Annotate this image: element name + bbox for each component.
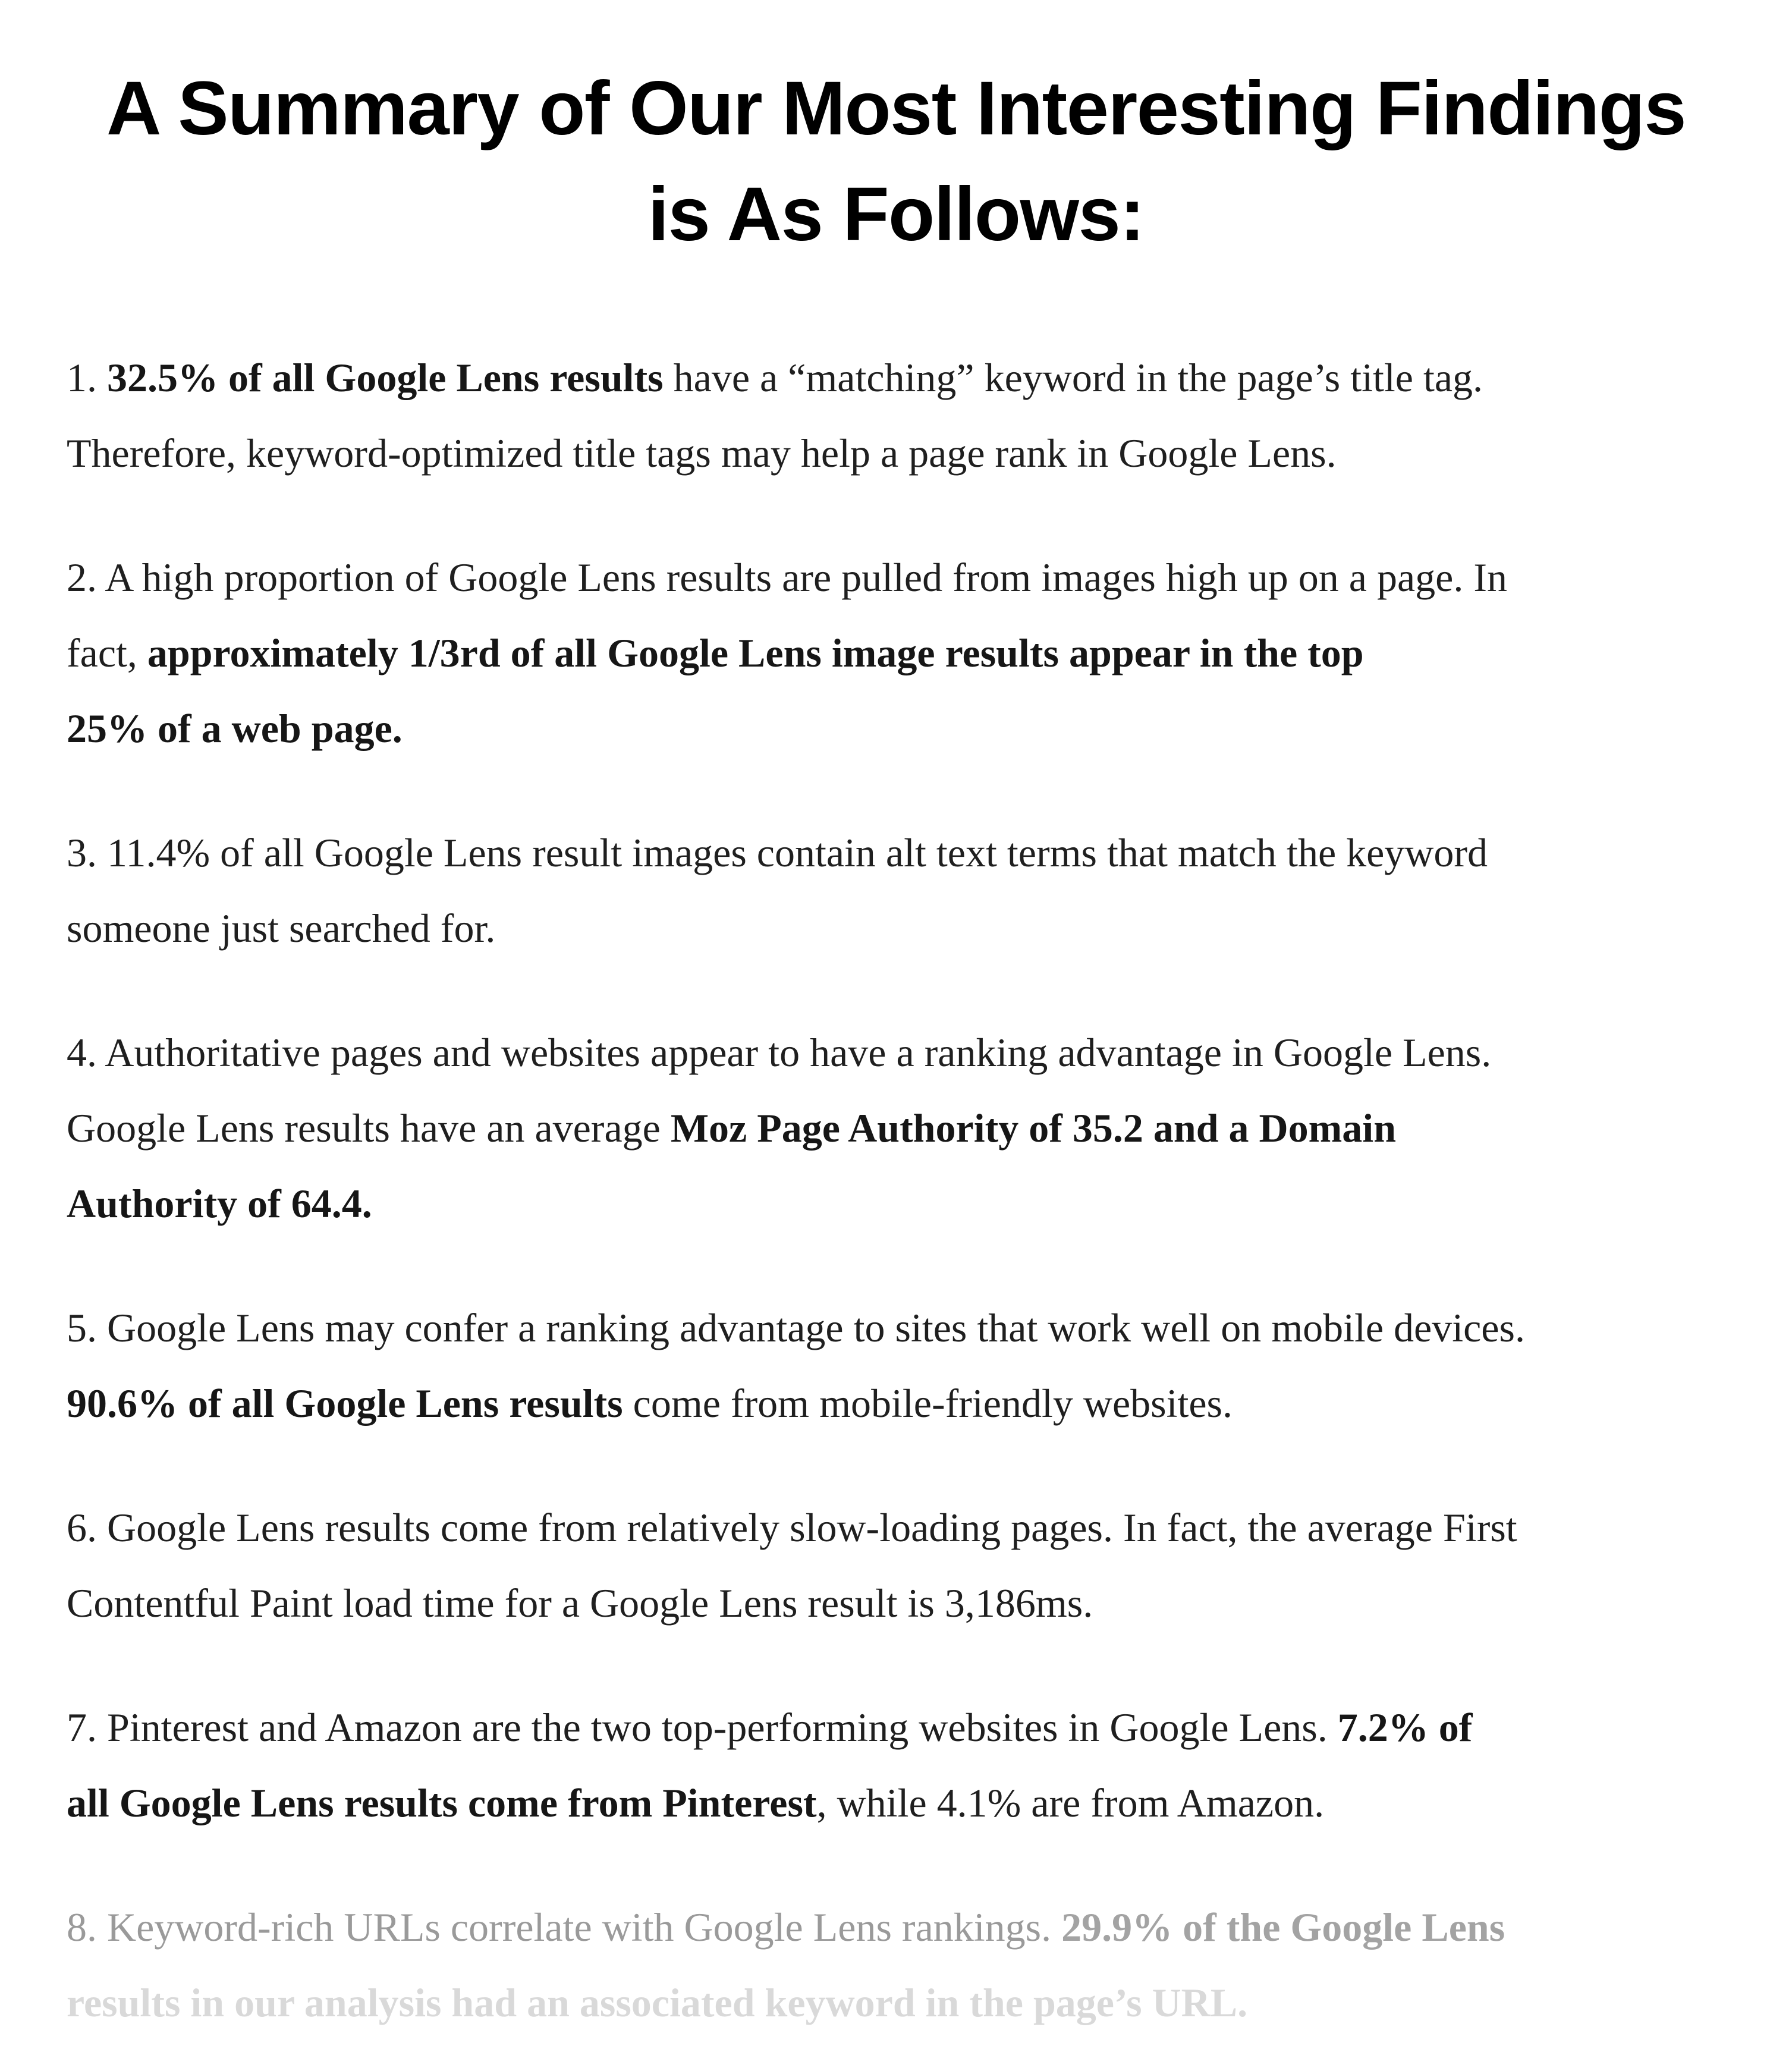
finding-5 (67, 1290, 1725, 1441)
finding-2 (67, 540, 1725, 766)
finding-4-text: 4. Authoritative pages and websites appear to have a ranking advantage in Google Lens. (67, 1030, 1492, 1075)
page-title-line-2: is As Follows: (647, 172, 1145, 257)
finding-1-highlight: 32.5% of all Google Lens results (107, 355, 664, 400)
finding-3 (67, 815, 1725, 966)
finding-7-text-2: , while 4.1% are from Amazon. (816, 1780, 1325, 1825)
finding-6-text-2: Contentful Paint load time for a Google Lens result is 3,186ms. (67, 1580, 1093, 1626)
finding-1-number: 1. (67, 355, 107, 400)
finding-5-text-2: come from mobile-friendly websites. (623, 1381, 1233, 1426)
finding-3-text-2: someone just searched for. (67, 906, 496, 951)
finding-1 (67, 340, 1725, 491)
finding-4 (67, 1015, 1725, 1242)
finding-5-text: 5. Google Lens may confer a ranking advantage to sites that work well on mobile devices. (67, 1305, 1525, 1350)
finding-7 (67, 1690, 1725, 1841)
finding-7-text: 7. Pinterest and Amazon are the two top-performing websites in Google Lens. (67, 1705, 1338, 1750)
findings-list (67, 268, 1725, 2041)
finding-2-text: 2. A high proportion of Google Lens results are pulled from images high up on a page. In (67, 555, 1507, 600)
finding-5-highlight: 90.6% of all Google Lens results (67, 1381, 623, 1426)
finding-6 (67, 1490, 1725, 1641)
finding-8 (67, 1890, 1725, 2041)
finding-4-highlight-2: Authority of 64.4. (67, 1181, 372, 1226)
page-title (67, 0, 1725, 268)
finding-2-highlight: approximately 1/3rd of all Google Lens image results appear in the top (147, 630, 1364, 675)
finding-8-highlight-2: results in our analysis had an associated keyword in the page’s URL. (67, 1980, 1248, 2025)
finding-2-highlight-2: 25% of a web page. (67, 706, 403, 751)
finding-7-highlight-2: all Google Lens results come from Pinterest (67, 1780, 817, 1825)
page-title-line-1: A Summary of Our Most Interesting Findings (106, 66, 1686, 151)
finding-8-text: 8. Keyword-rich URLs correlate with Google Lens rankings. (67, 1905, 1062, 1950)
finding-4-text-2: Google Lens results have an average (67, 1105, 671, 1151)
finding-7-highlight: 7.2% of (1337, 1705, 1473, 1750)
finding-3-text: 3. 11.4% of all Google Lens result images contain alt text terms that match the keyword (67, 830, 1488, 875)
finding-1-text: have a “matching” keyword in the page’s title tag. (663, 355, 1483, 400)
finding-1-text-2: Therefore, keyword-optimized title tags may help a page rank in Google Lens. (67, 430, 1337, 476)
finding-2-text-2: fact, (67, 630, 147, 675)
finding-6-text: 6. Google Lens results come from relatively slow-loading pages. In fact, the average First (67, 1505, 1517, 1550)
finding-8-highlight: 29.9% of the Google Lens (1061, 1905, 1505, 1950)
finding-4-highlight: Moz Page Authority of 35.2 and a Domain (670, 1105, 1397, 1151)
